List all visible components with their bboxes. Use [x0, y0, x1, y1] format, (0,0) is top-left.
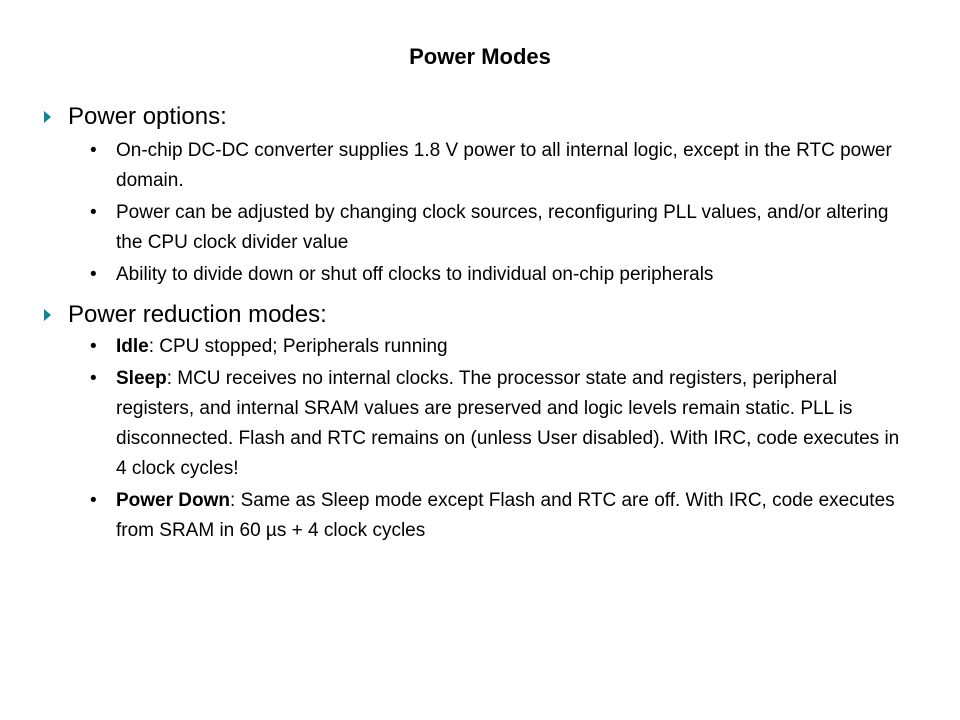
section-heading-text: Power reduction modes: [68, 301, 327, 328]
item-bold: Idle [116, 336, 149, 357]
list-item [44, 364, 906, 484]
bullet-icon: • [90, 264, 97, 285]
section-heading [44, 102, 924, 132]
section-power-reduction-modes [44, 300, 924, 546]
item-bold: Sleep [116, 368, 167, 389]
item-text: Power can be adjusted by changing clock sources, reconfiguring PLL values, and/or altering the CPU clock divider value [116, 202, 889, 253]
section-heading-text: Power options: [68, 103, 227, 130]
item-text: : Same as Sleep mode except Flash and RTC are off. With IRC, code executes from SRAM in 60 µs + 4 clock cycles [116, 490, 895, 541]
bullet-list [44, 136, 924, 290]
bullet-list [44, 332, 924, 546]
triangle-arrow-icon [44, 309, 51, 321]
item-bold: Power Down [116, 490, 231, 511]
bullet-icon: • [90, 490, 97, 511]
section-heading [44, 300, 924, 330]
list-item [44, 332, 906, 362]
slide-title: Power Modes [409, 44, 551, 69]
section-power-options [44, 102, 924, 290]
item-text: : MCU receives no internal clocks. The processor state and registers, peripheral registers, and internal SRAM values are preserved and logic levels remain static. PLL is disconnected. Flash and RTC remains on (unless User disabled). With IRC, code executes in 4 clock cycles! [116, 368, 900, 479]
item-text: : CPU stopped; Peripherals running [148, 336, 448, 357]
list-item [44, 260, 906, 290]
list-item [44, 486, 906, 546]
bullet-icon: • [90, 336, 97, 357]
bullet-icon: • [90, 140, 97, 161]
list-item [44, 136, 906, 196]
bullet-icon: • [90, 368, 97, 389]
item-text: Ability to divide down or shut off clocks to individual on-chip peripherals [116, 264, 714, 285]
item-text: On-chip DC-DC converter supplies 1.8 V power to all internal logic, except in the RTC power domain. [116, 140, 892, 191]
bullet-icon: • [90, 202, 97, 223]
triangle-arrow-icon [44, 111, 51, 123]
list-item [44, 198, 906, 258]
